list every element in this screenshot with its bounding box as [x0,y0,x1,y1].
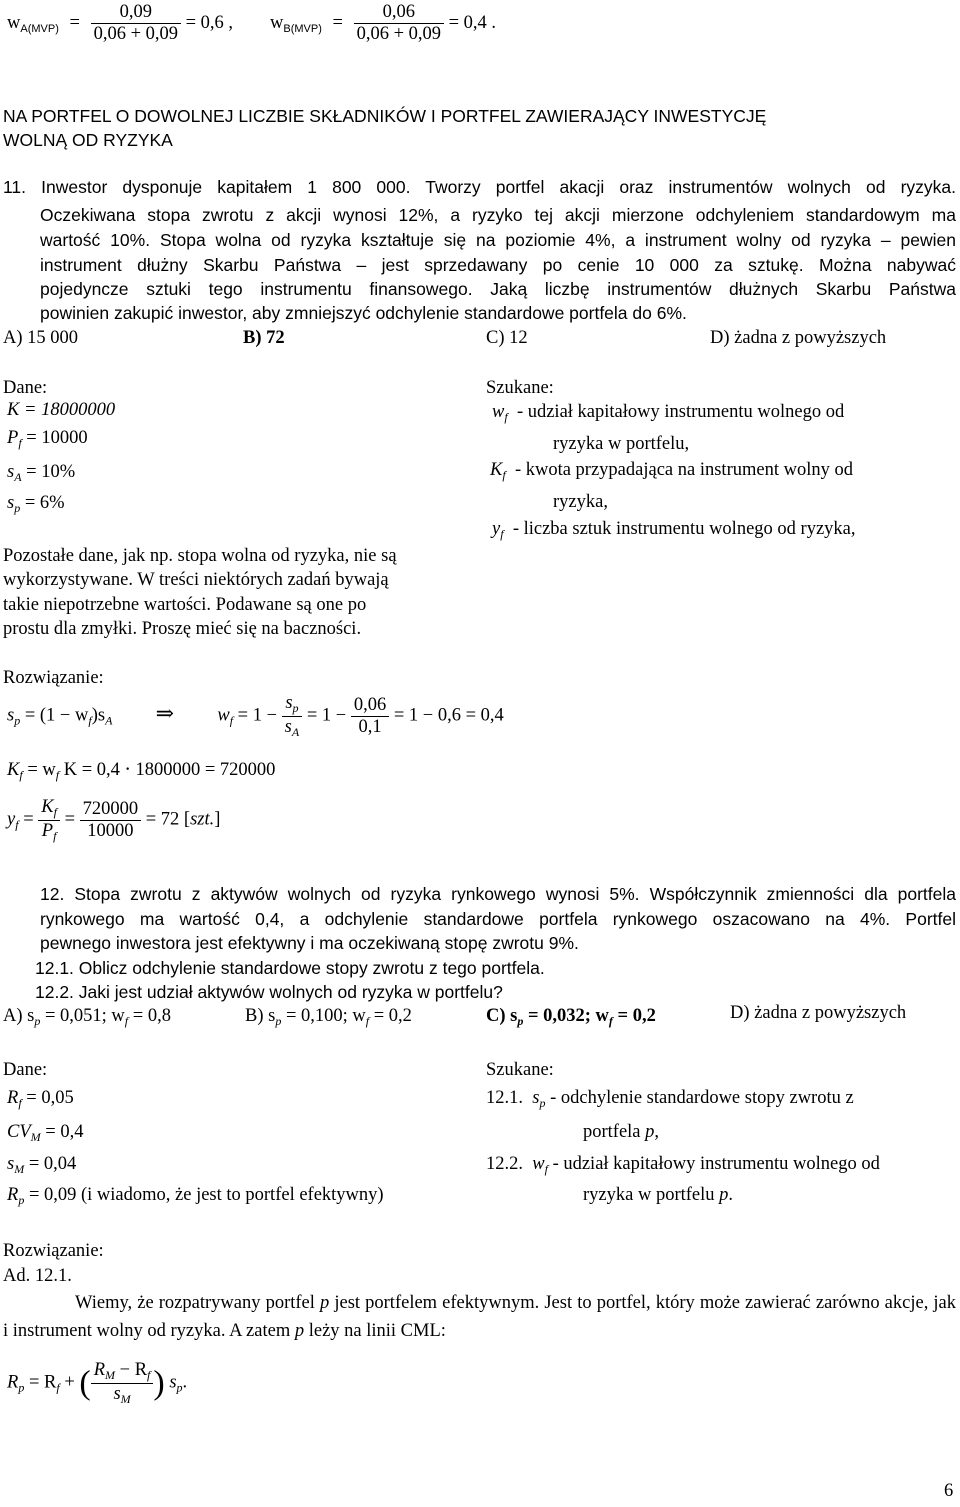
dane12-Rp-sub: p [18,1193,25,1207]
task12-dane-sM [7,1154,76,1177]
task11-dane-K [7,400,115,421]
ans-b-val2: = 0,2 [373,1006,412,1026]
dane12-Rf-sub: f [18,1096,22,1110]
szukane-yf-sub: f [500,527,504,541]
dane-P-sym: P [7,428,19,448]
task12-answer-d: D) żadna z powyższych [730,1003,907,1023]
frac-01: 0,1 [358,716,382,737]
cml-minus-Rf-sub: f [147,1368,151,1382]
cml-Rf-sub: f [56,1380,60,1395]
task11-szukane-wf [492,402,844,425]
task11-line4: instrument dłużny Skarbu Państwa – jest sprzedawany po cenie 10 000 za sztukę. Można nabywać [40,255,956,275]
implies-arrow: ⇒ [155,700,175,726]
sol-eq1b-sub: A [105,713,113,728]
wA-num: 0,09 [91,2,181,24]
para-p2: p [294,1320,305,1341]
q2-sub: f [544,1162,548,1176]
sol-l3b: = [23,809,34,830]
dane-sA-sub: A [14,470,22,484]
frac-006: 0,06 [351,695,389,717]
task11-dane-sA [7,462,75,485]
q2-desc2a: ryzyka w portfelu [583,1185,715,1205]
q2-num: 12.2. [486,1154,523,1174]
frac-sp: s [285,693,293,713]
ans-c-val2: = 0,2 [617,1006,656,1026]
top-formula-wA: $w_{A(MVP)}$ = $\frac{0,09}{0,06 + 0,09}$ = 0,6 , [7,2,234,45]
wA-result: = 0,6 , [185,13,234,34]
task12-line2: rynkowego ma wartość 0,4, a odchylenie standardowe portfela rynkowego oszacowano na 4%. Portfel [40,909,956,929]
ans-a-val: = 0,051; w [44,1006,125,1026]
sol-wf-sub: f [229,713,234,728]
task11-answer-d: D) żadna z powyższych [710,328,887,348]
task11-sol-line1 [7,693,504,740]
task12-dane-label: Dane: [3,1060,48,1080]
task11-dane-sp [7,493,65,516]
sol-yf-sub: f [15,817,19,832]
task12-sub1: 12.1. Oblicz odchylenie standardowe stopy zwrotu z tego portfela. [35,958,545,978]
dane-sp-sub: p [14,501,21,515]
task11-rozw-label: Rozwiązanie: [3,668,104,688]
szukane-wf-desc1: - udział kapitałowy instrumentu wolnego od [516,402,845,422]
wA-den: 0,06 + 0,09 [93,24,178,45]
section-heading-line1: NA PORTFEL O DOWOLNEJ LICZBIE SKŁADNIKÓW I PORTFEL ZAWIERAJĄCY INWESTYCJĘ [3,106,767,126]
sol-eq3: = 1 − [306,705,347,726]
cml-Rp-sub: p [18,1380,25,1395]
ans-b-val: = 0,100; w [285,1006,366,1026]
sol-l3d: = 72 [ [145,809,191,830]
q2-desc1: - udział kapitałowy instrumentu wolnego od [552,1154,880,1174]
cml-fraction [91,1360,154,1407]
dane12-Rf-val: = 0,05 [26,1088,74,1108]
task12-dane-CV [7,1122,83,1145]
task11-szukane-Kf-2: ryzyka, [553,492,608,512]
cml-eq: = R [28,1372,57,1393]
task11-note-4: prostu dla zmyłki. Proszę mieć się na baczności. [3,619,362,639]
wA-fraction [91,2,181,46]
frac-Kf: K [41,797,54,817]
task12-rozw-label: Rozwiązanie: [3,1241,104,1261]
task11-note-1: Pozostałe dane, jak np. stopa wolna od ryzyka, nie są [3,546,397,566]
task11-szukane-wf-2: ryzyka w portfelu, [553,434,690,454]
task11-line6: powinien zakupić inwestor, aby zmniejszyć odchylenie standardowe portfela do 6%. [40,303,687,323]
dane12-sM-val: = 0,04 [28,1154,77,1174]
frac-sp-sub: p [292,701,299,715]
frac-720000: 720000 [80,799,142,821]
task12-answer-c [486,1006,656,1029]
q1-num: 12.1. [486,1088,523,1108]
sol-yf: y [7,809,16,830]
dane12-CV-val: = 0,4 [45,1122,84,1142]
wB-fraction [354,2,444,46]
wB-sub: B(MVP) [283,23,322,36]
dane12-Rp-sym: R [7,1185,19,1205]
q1-sym: s [532,1088,540,1108]
q2-desc2b: p [719,1185,729,1205]
ans-b-sub: p [275,1014,282,1028]
ans-a-val2: = 0,8 [132,1006,171,1026]
task11-szukane-yf [492,519,856,542]
ans-c-val: = 0,032; w [527,1006,609,1026]
task11-answer-a: A) 15 000 [3,328,79,348]
q2-sym: w [532,1154,545,1174]
task11-dane-label: Dane: [3,378,48,398]
cml-RM: R [93,1360,106,1380]
task12-line1: 12. Stopa zwrotu z aktywów wolnych od ryzyka rynkowego wynosi 5%. Współczynnik zmienności dla portfela [40,884,956,904]
szukane-wf-sym: w [492,402,505,422]
dane-K: K = 18000000 [7,400,116,420]
task11-sol-line2 [7,760,275,783]
ans-c-sub2: f [608,1014,613,1028]
szukane-Kf-sub: f [502,468,506,482]
dane-sA-val: = 10% [26,462,76,482]
task11-answer-b: B) 72 [243,328,285,348]
task12-szukane-q2-2: ryzyka w portfelu p. [583,1185,734,1205]
sol-l2c: K = 0,4 ⋅ 1800000 = 720000 [63,760,276,780]
szukane-Kf-sym: K [490,460,503,480]
task12-ad: Ad. 12.1. [3,1266,72,1286]
task12-szukane-q1-2: portfela p, [583,1122,660,1142]
frac-Pf: P [41,820,54,841]
cml-sM: s [113,1383,121,1404]
dane12-Rp-val: = 0,09 (i wiadomo, że jest to portfel efektywny) [28,1185,384,1205]
para-p1: p [320,1293,330,1313]
sol-eq2: = 1 − [237,705,278,726]
sol-sp: s [7,705,15,726]
ans-b: B) s [245,1006,276,1026]
dane12-CV-sub: M [30,1130,41,1144]
para-t3: leży na linii CML: [308,1320,446,1341]
para-t2: jest portfelem efektywnym. Jest to portfel, który może zawierać zarówno akcje, jak i instrument wolny od ryzyka. A zatem [3,1293,957,1341]
dane12-Rf-sym: R [7,1088,19,1108]
q1-desc2b: p [645,1122,655,1142]
wA-lhs: w [7,13,21,34]
top-formula-wB: $w_{B(MVP)}$ = $\frac{0,06}{0,06 + 0,09}$ = 0,4 . [270,2,497,45]
sol-wf: w [217,705,230,726]
task11-dane-Pf [7,428,88,451]
szukane-wf-sub: f [504,410,508,424]
sol-frac-Kf-Pf [38,797,60,844]
sol-frac-sp-sA [282,693,303,740]
section-heading-line2: WOLNĄ OD RYZYKA [3,130,173,150]
ans-a: A) s [3,1006,35,1026]
cml-Rp: R [7,1372,19,1393]
sol-l3c: = [64,809,75,830]
task11-szukane-Kf [490,460,853,483]
task11-note-3: takie niepotrzebne wartości. Podawane są one po [3,595,367,615]
task12-answer-b [245,1006,412,1029]
task11-line5: pojedyncze sztuki tego instrumentu finansowego. Jaką liczbę instrumentów dłużnych Skarbu Państwa [40,279,956,299]
cml-sp: s [169,1372,177,1393]
szukane-yf-desc: - liczba sztuk instrumentu wolnego od ryzyka, [512,519,856,539]
sol-l3e: szt. [190,809,215,830]
right-paren-icon: ) [153,1364,165,1402]
task12-paragraph [3,1290,956,1346]
frac-sA: s [284,716,292,737]
task11-szukane-label: Szukane: [486,378,554,398]
task12-szukane-q1 [486,1088,854,1111]
dane12-sM-sym: s [7,1154,15,1174]
q1-desc1: - odchylenie standardowe stopy zwrotu z [550,1088,854,1108]
task12-dane-Rf [7,1088,74,1111]
left-paren-icon: ( [79,1364,91,1402]
frac-10000: 10000 [87,820,134,841]
dane-sA-sym: s [7,462,15,482]
task11-line2: Oczekiwana stopa zwrotu z akcji wynosi 12%, a ryzyko tej akcji mierzone odchyleniem standardowym ma [40,205,956,225]
cml-plus: + [64,1372,75,1393]
sol-l3f: ] [214,809,221,830]
ans-c: C) s [486,1006,518,1026]
szukane-Kf-desc1: - kwota przypadająca na instrument wolny od [514,460,853,480]
cml-dot: . [182,1372,188,1393]
frac-Kf-sub: f [53,805,57,819]
ans-c-sub: p [517,1014,524,1028]
cml-equation [7,1360,187,1407]
task12-sub2: 12.2. Jaki jest udział aktywów wolnych od ryzyka w portfelu? [35,982,503,1002]
frac-sA-sub: A [291,724,300,739]
dane-sp-val: = 6% [24,493,65,513]
sol-l2b: = w [27,760,56,780]
task12-line3: pewnego inwestora jest efektywny i ma oczekiwaną stopę zwrotu 9%. [40,933,579,953]
wB-result: = 0,4 . [448,13,497,34]
dane12-sM-sub: M [14,1162,25,1176]
q1-desc2a: portfela [583,1122,641,1142]
wB-num: 0,06 [354,2,444,24]
para-t1: Wiemy, że rozpatrywany portfel [75,1293,315,1313]
task12-szukane-label: Szukane: [486,1060,554,1080]
sol-l2b-sub: f [55,768,60,782]
cml-sp-sub: p [176,1380,183,1395]
task11-answer-c: C) 12 [486,328,528,348]
sol-frac-720000 [80,799,142,843]
ans-b-sub2: f [365,1014,370,1028]
sol-eq1-sub: f [88,713,92,728]
wB-lhs: w [270,13,284,34]
page-number: 6 [944,1481,954,1501]
task11-line3: wartość 10%. Stopa wolna od ryzyka kształtuje się na poziomie 4%, a instrument wolny od ryzyka – pewien [40,230,956,250]
sol-Kf-sub: f [19,768,23,782]
ans-a-sub2: f [124,1014,129,1028]
dane12-CV-sym: CV [7,1122,31,1142]
sol-Kf: K [7,760,20,780]
task12-szukane-q2 [486,1154,880,1177]
sol-eq1b: )s [91,705,106,726]
frac-Pf-sub: f [53,828,57,843]
sol-eq4: = 1 − 0,6 = 0,4 [393,705,504,726]
q1-sub: p [539,1096,546,1110]
szukane-yf-sym: y [492,519,501,539]
task11-line1: 11. Inwestor dysponuje kapitałem 1 800 000. Tworzy portfel akacji oraz instrumentów wolnych od ryzyka. [3,177,956,197]
sol-frac-values [351,695,389,739]
task11-note-2: wykorzystywane. W treści niektórych zadań bywają [3,570,389,590]
wA-sub: A(MVP) [20,23,59,36]
sol-sp-sub: p [14,713,21,728]
cml-minus-Rf: − R [119,1360,148,1380]
task11-sol-line3 [7,797,220,844]
cml-sM-sub: M [120,1391,131,1406]
ans-a-sub: p [34,1014,41,1028]
task12-dane-Rp [7,1185,384,1208]
dane-P-val: = 10000 [26,428,88,448]
dane-sp-sym: s [7,493,15,513]
dane-P-sub: f [18,436,22,450]
task12-answer-a [3,1006,171,1029]
cml-RM-sub: M [105,1368,116,1382]
wB-den: 0,06 + 0,09 [356,24,441,45]
sol-eq1: = (1 − w [24,705,89,726]
